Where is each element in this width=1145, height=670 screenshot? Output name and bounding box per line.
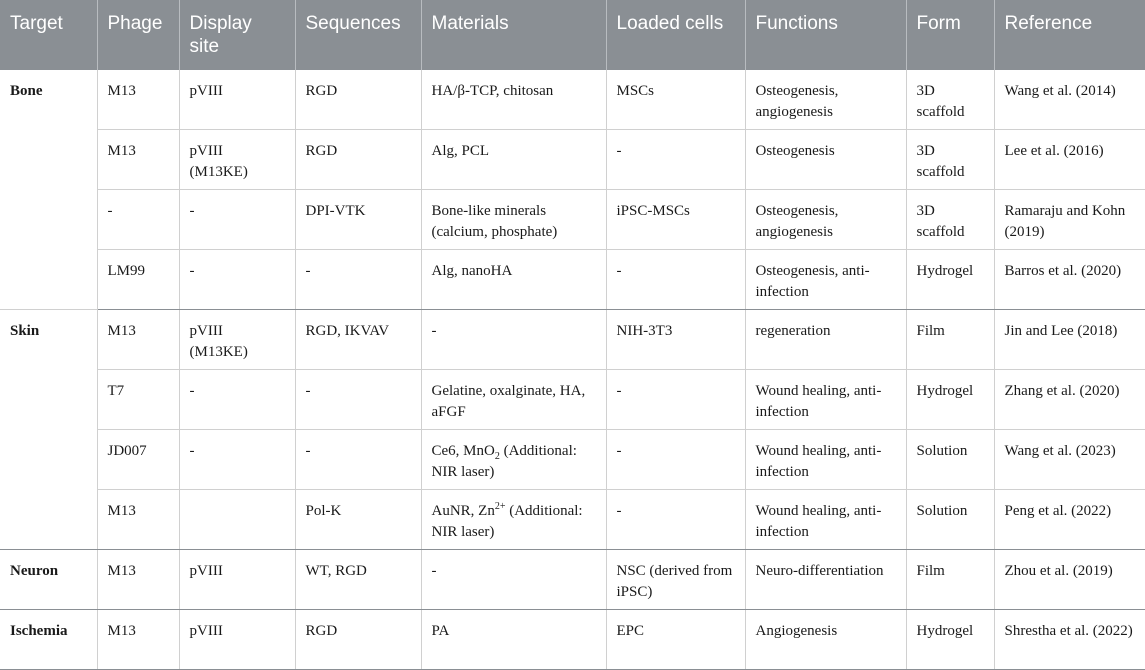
functions-cell: Wound healing, anti-infection xyxy=(745,490,906,550)
loaded-cells-cell: - xyxy=(606,130,745,190)
materials-subscript: 2 xyxy=(494,451,500,462)
reference-cell: Ramaraju and Kohn (2019) xyxy=(994,190,1145,250)
phage-cell: T7 xyxy=(97,370,179,430)
materials-cell xyxy=(421,430,606,490)
header-phage: Phage xyxy=(97,0,179,70)
phage-cell: - xyxy=(97,190,179,250)
form-cell: Film xyxy=(906,310,994,370)
phage-cell: M13 xyxy=(97,610,179,670)
loaded-cells-cell: - xyxy=(606,370,745,430)
form-cell: Hydrogel xyxy=(906,370,994,430)
sequences-cell: RGD xyxy=(295,610,421,670)
sequences-cell: RGD xyxy=(295,70,421,130)
table-row xyxy=(0,490,1145,550)
table-row xyxy=(0,370,1145,430)
table-row xyxy=(0,430,1145,490)
display-site-cell: - xyxy=(179,190,295,250)
header-loaded-cells: Loaded cells xyxy=(606,0,745,70)
display-site-cell: pVIII xyxy=(179,70,295,130)
sequences-cell: - xyxy=(295,370,421,430)
reference-cell: Barros et al. (2020) xyxy=(994,250,1145,310)
target-cell-bone: Bone xyxy=(0,70,97,310)
materials-cell: Gelatine, oxalginate, HA, aFGF xyxy=(421,370,606,430)
header-sequences: Sequences xyxy=(295,0,421,70)
phage-cell: M13 xyxy=(97,490,179,550)
display-site-cell: pVIII (M13KE) xyxy=(179,130,295,190)
materials-superscript: 2+ xyxy=(494,501,506,512)
materials-cell: - xyxy=(421,550,606,610)
phage-cell: M13 xyxy=(97,310,179,370)
form-cell: Film xyxy=(906,550,994,610)
functions-cell: Wound healing, anti-infection xyxy=(745,370,906,430)
phage-cell: M13 xyxy=(97,130,179,190)
header-row xyxy=(0,0,1145,70)
header-functions: Functions xyxy=(745,0,906,70)
sequences-cell: Pol-K xyxy=(295,490,421,550)
table-row xyxy=(0,610,1145,670)
target-cell-skin: Skin xyxy=(0,310,97,550)
functions-cell: Angiogenesis xyxy=(745,610,906,670)
form-cell: 3D scaffold xyxy=(906,190,994,250)
reference-cell: Lee et al. (2016) xyxy=(994,130,1145,190)
loaded-cells-cell: NSC (derived from iPSC) xyxy=(606,550,745,610)
loaded-cells-cell: - xyxy=(606,250,745,310)
form-cell: Solution xyxy=(906,430,994,490)
display-site-cell: - xyxy=(179,250,295,310)
loaded-cells-cell: EPC xyxy=(606,610,745,670)
display-site-cell: - xyxy=(179,430,295,490)
materials-cell: HA/β-TCP, chitosan xyxy=(421,70,606,130)
reference-cell: Shrestha et al. (2022) xyxy=(994,610,1145,670)
loaded-cells-cell: - xyxy=(606,490,745,550)
display-site-cell: pVIII xyxy=(179,610,295,670)
table-row xyxy=(0,550,1145,610)
form-cell: Hydrogel xyxy=(906,250,994,310)
functions-cell: Osteogenesis xyxy=(745,130,906,190)
table-row xyxy=(0,310,1145,370)
header-form: Form xyxy=(906,0,994,70)
form-cell: 3D scaffold xyxy=(906,130,994,190)
reference-cell: Wang et al. (2023) xyxy=(994,430,1145,490)
loaded-cells-cell: MSCs xyxy=(606,70,745,130)
display-site-cell xyxy=(179,490,295,550)
form-cell: Hydrogel xyxy=(906,610,994,670)
sequences-cell: RGD, IKVAV xyxy=(295,310,421,370)
header-target: Target xyxy=(0,0,97,70)
loaded-cells-cell: iPSC-MSCs xyxy=(606,190,745,250)
display-site-cell: - xyxy=(179,370,295,430)
sequences-cell: DPI-VTK xyxy=(295,190,421,250)
reference-cell: Peng et al. (2022) xyxy=(994,490,1145,550)
reference-cell: Jin and Lee (2018) xyxy=(994,310,1145,370)
loaded-cells-cell: NIH-3T3 xyxy=(606,310,745,370)
materials-cell: - xyxy=(421,310,606,370)
reference-cell: Zhang et al. (2020) xyxy=(994,370,1145,430)
form-cell: 3D scaffold xyxy=(906,70,994,130)
functions-cell: Neuro-differentiation xyxy=(745,550,906,610)
target-cell-ischemia: Ischemia xyxy=(0,610,97,670)
table-row xyxy=(0,190,1145,250)
materials-cell: Bone-like minerals (calcium, phosphate) xyxy=(421,190,606,250)
reference-cell: Wang et al. (2014) xyxy=(994,70,1145,130)
functions-cell: Osteogenesis, angiogenesis xyxy=(745,190,906,250)
header-display-site: Display site xyxy=(179,0,295,70)
sequences-cell: - xyxy=(295,250,421,310)
target-cell-neuron: Neuron xyxy=(0,550,97,610)
materials-text-rest: (Additional: NIR laser) xyxy=(431,503,583,540)
loaded-cells-cell: - xyxy=(606,430,745,490)
materials-cell xyxy=(421,490,606,550)
materials-text: Ce6, MnO xyxy=(431,443,495,459)
phage-cell: M13 xyxy=(97,70,179,130)
materials-text-rest: (Additional: NIR laser) xyxy=(431,443,577,480)
functions-cell: Osteogenesis, anti-infection xyxy=(745,250,906,310)
form-cell: Solution xyxy=(906,490,994,550)
reference-cell: Zhou et al. (2019) xyxy=(994,550,1145,610)
sequences-cell: - xyxy=(295,430,421,490)
materials-text: AuNR, Zn xyxy=(431,503,495,519)
display-site-cell: pVIII xyxy=(179,550,295,610)
header-materials: Materials xyxy=(421,0,606,70)
functions-cell: regeneration xyxy=(745,310,906,370)
phage-cell: LM99 xyxy=(97,250,179,310)
phage-cell: JD007 xyxy=(97,430,179,490)
functions-cell: Wound healing, anti-infection xyxy=(745,430,906,490)
sequences-cell: WT, RGD xyxy=(295,550,421,610)
table-row xyxy=(0,250,1145,310)
materials-cell: Alg, PCL xyxy=(421,130,606,190)
table-row xyxy=(0,70,1145,130)
sequences-cell: RGD xyxy=(295,130,421,190)
materials-cell: PA xyxy=(421,610,606,670)
display-site-cell: pVIII (M13KE) xyxy=(179,310,295,370)
table-row xyxy=(0,130,1145,190)
functions-cell: Osteogenesis, angiogenesis xyxy=(745,70,906,130)
phage-cell: M13 xyxy=(97,550,179,610)
header-reference: Reference xyxy=(994,0,1145,70)
materials-cell: Alg, nanoHA xyxy=(421,250,606,310)
